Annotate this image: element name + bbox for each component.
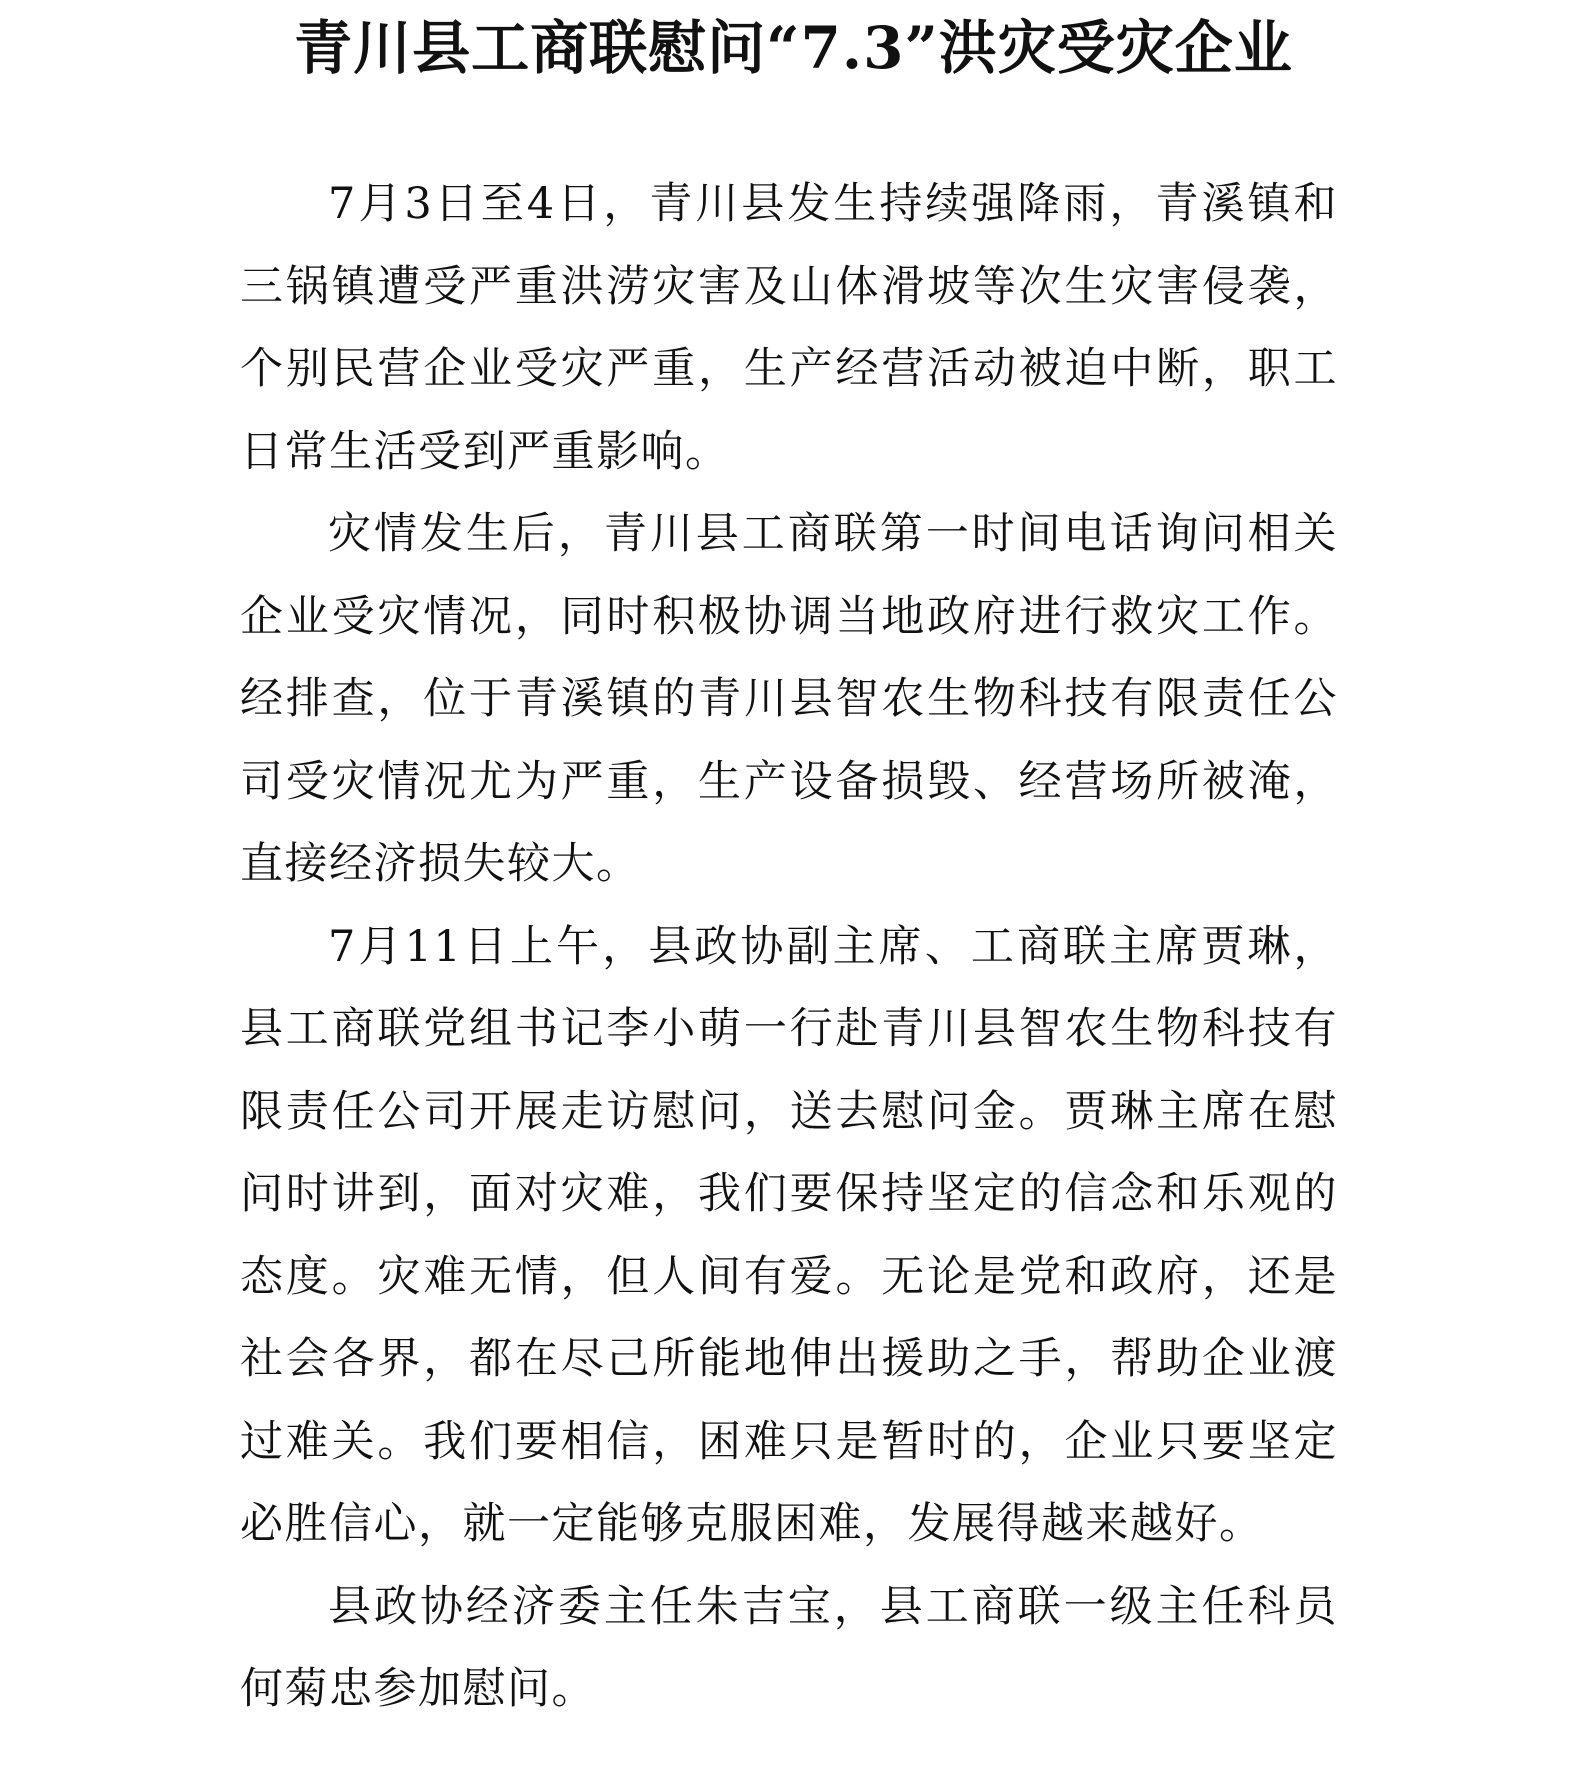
document-title: 青川县工商联慰问“7.3”洪灾受灾企业 — [294, 14, 1293, 82]
paragraph-3: 7月11日上午，县政协副主席、工商联主席贾琳，县工商联党组书记李小萌一行赴青川县智农生物科技有限责任公司开展走访慰问，送去慰问金。贾琳主席在慰问时讲到，面对灾难，我们要保持坚定的信念和乐观的态度。灾难无情，但人间有爱。无论是党和政府，还是社会各界，都在尽己所能地伸出援助之手，帮助企业渡过难关。我们要相信，困难只是暂时的，企业只要坚定必胜信心，就一定能够克服困难，发展得越来越好。 — [240, 921, 1338, 1549]
paragraph-4: 县政协经济委主任朱吉宝，县工商联一级主任科员何菊忠参加慰问。 — [240, 1581, 1338, 1714]
document-body — [240, 163, 1338, 1731]
paragraph-2: 灾情发生后，青川县工商联第一时间电话询问相关企业受灾情况，同时积极协调当地政府进行救灾工作。经排查，位于青溪镇的青川县智农生物科技有限责任公司受灾情况尤为严重，生产设备损毁、经营场所被淹，直接经济损失较大。 — [240, 509, 1338, 889]
paragraph-1: 7月3日至4日，青川县发生持续强降雨，青溪镇和三锅镇遭受严重洪涝灾害及山体滑坡等次生灾害侵袭，个别民营企业受灾严重，生产经营活动被迫中断，职工日常生活受到严重影响。 — [240, 179, 1338, 477]
